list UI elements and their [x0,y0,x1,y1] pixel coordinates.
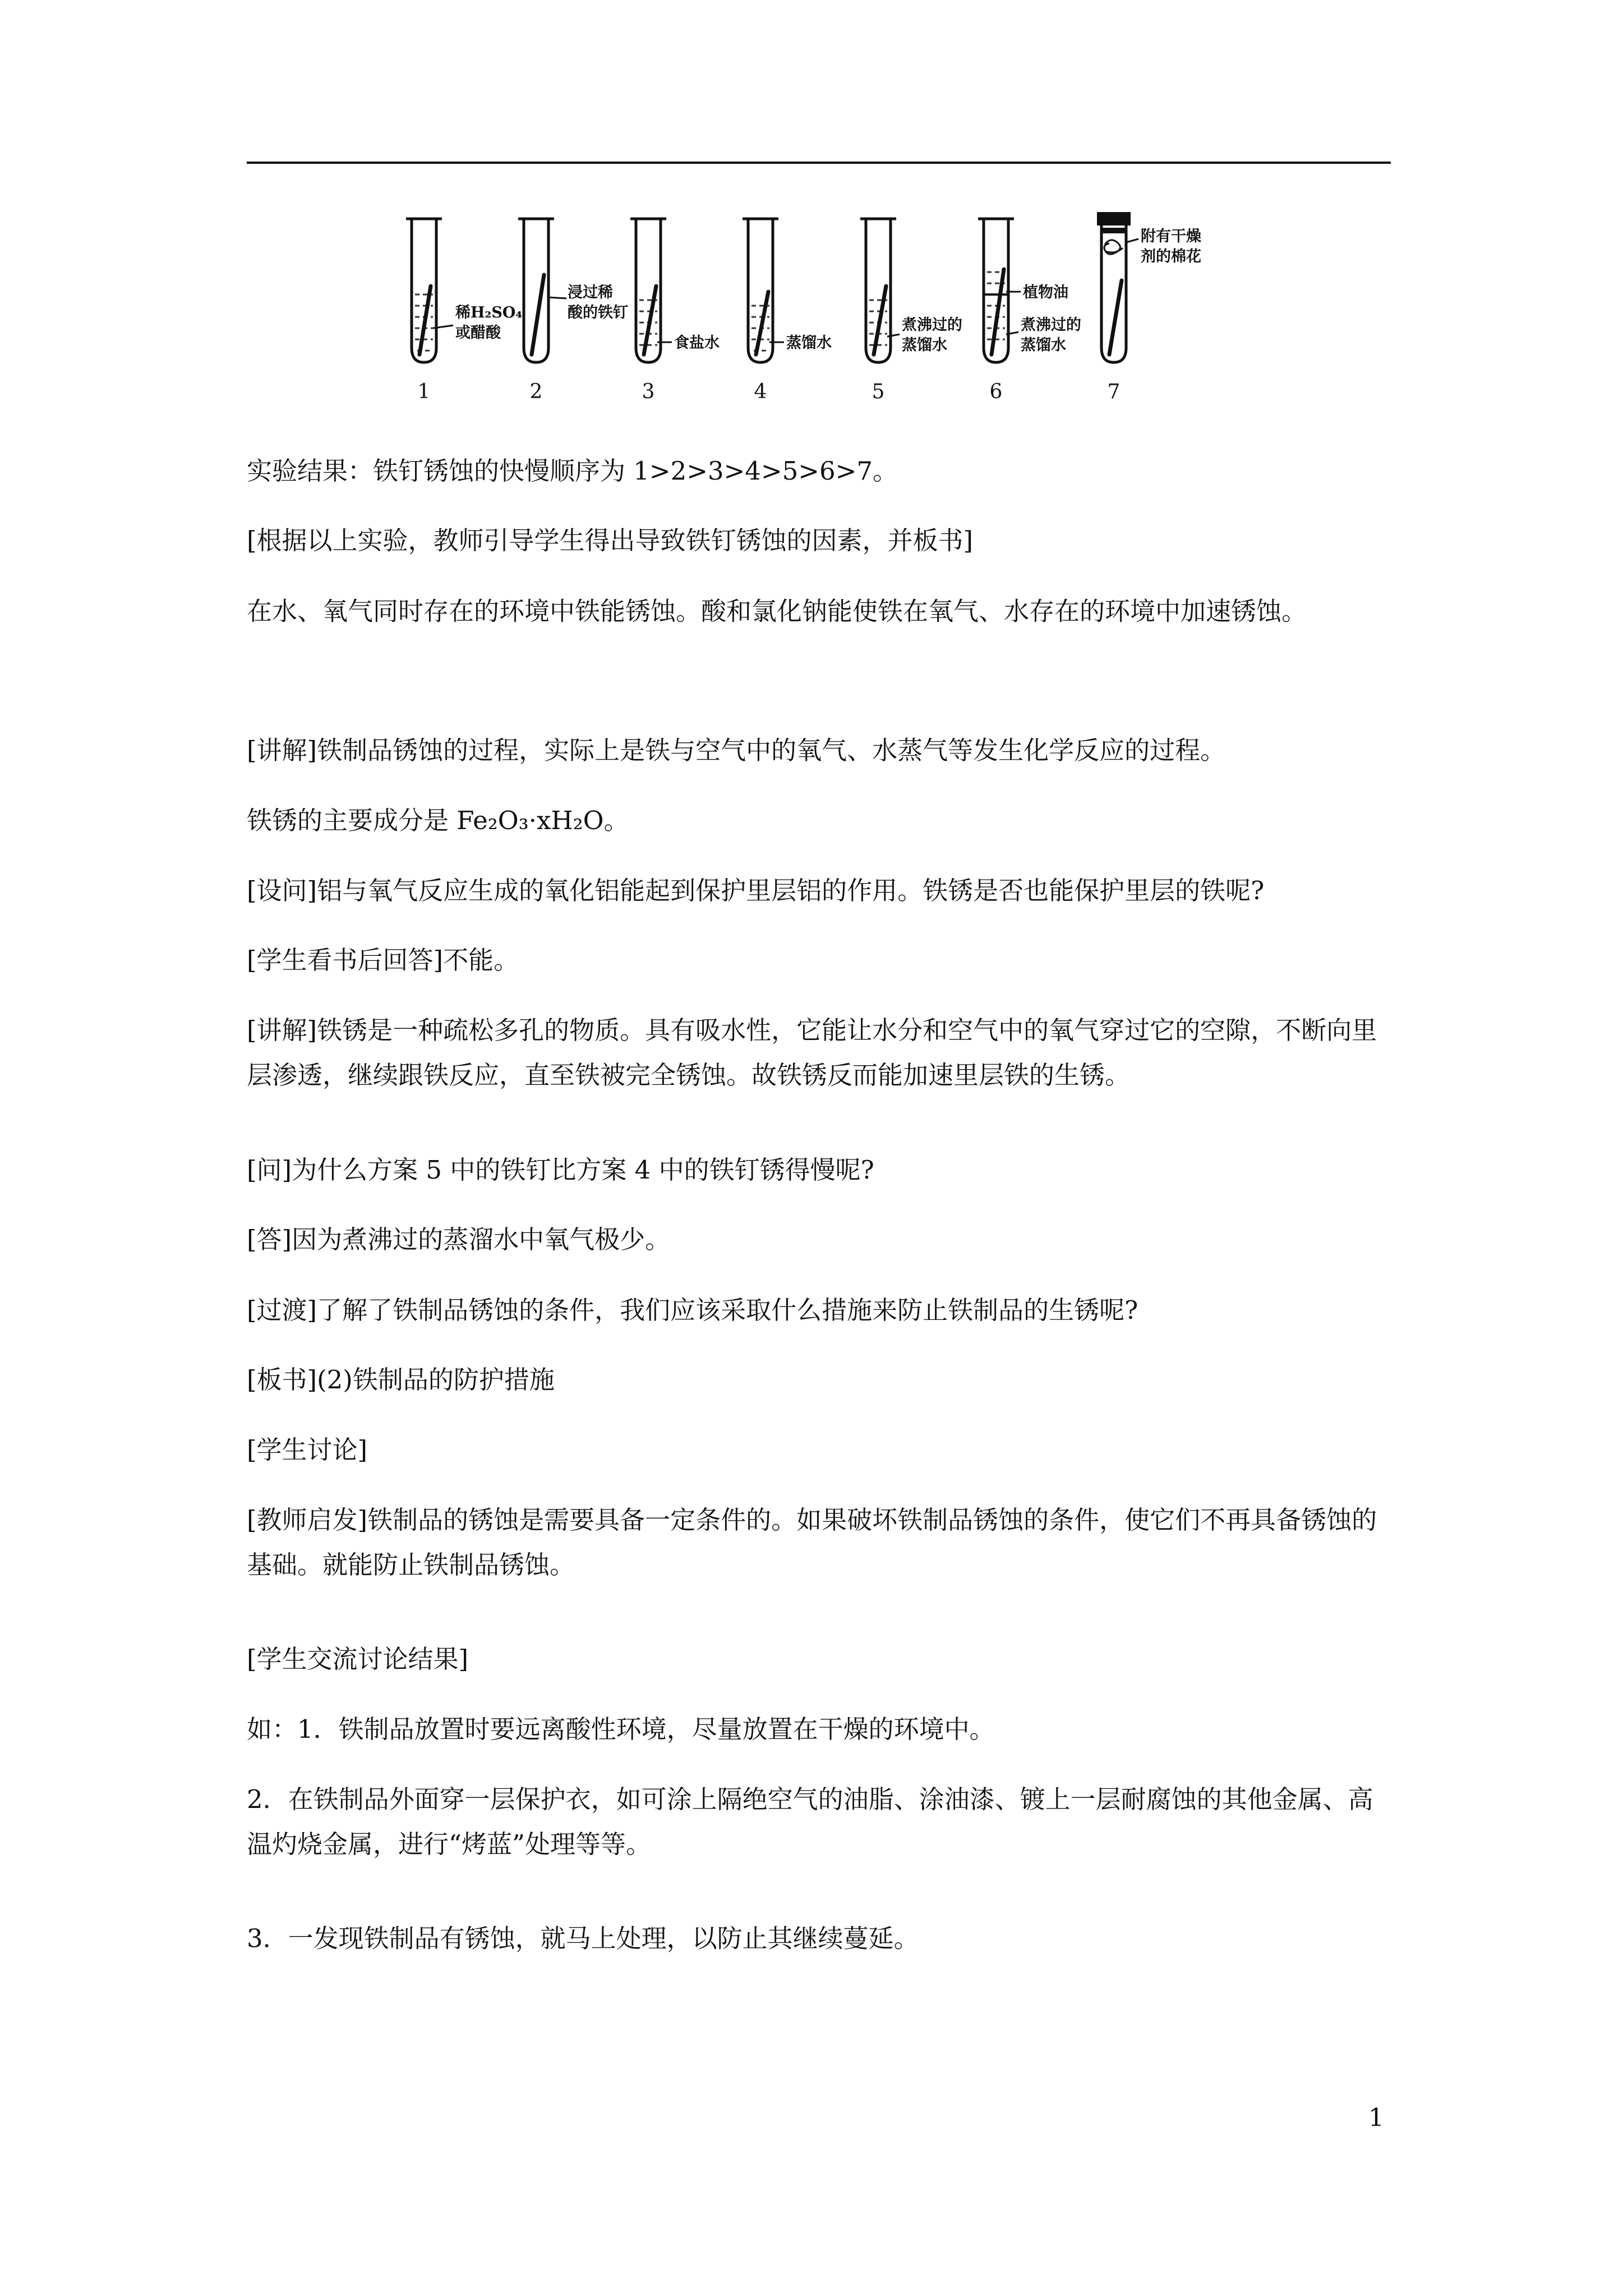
paragraph-rust-conditions: 在水、氧气同时存在的环境中铁能锈蚀。酸和氯化钠能使铁在氧气、水存在的环境中加速锈蚀。 [247,596,1307,626]
tube-number-1: 1 [417,380,431,403]
tube-number-2: 2 [529,380,543,403]
header-rule [247,162,1391,164]
list-item-3: 3．一发现铁制品有锈蚀，就马上处理，以防止其继续蔓延。 [247,1924,919,1953]
label-cotton: 剂的棉花 [1141,248,1201,265]
label-dilute-acid: 稀H₂SO₄ [455,304,523,321]
tube-number-4: 4 [754,380,767,403]
paragraph-explanation-1: [讲解]铁制品锈蚀的过程，实际上是铁与空气中的氧气、水蒸气等发生化学反应的过程。 [247,735,1226,765]
label-distilled-water: 蒸馏水 [786,334,832,352]
tube-number-5: 5 [872,380,885,403]
label-boiled: 煮沸过的 [902,316,962,334]
label-with-desiccant: 附有干燥 [1141,228,1201,245]
page-number: 1 [1368,2104,1384,2132]
paragraph-explanation-2: [讲解]铁锈是一种疏松多孔的物质。具有吸水性，它能让水分和空气中的氧气穿过它的空隙，不断向里层渗透，继续跟铁反应，直至铁被完全锈蚀。故铁锈反而能加速里层铁的生锈。 [247,1015,1377,1090]
paragraph-board-writing: [板书](2)铁制品的防护措施 [247,1365,555,1395]
paragraph-student-discussion: [学生讨论] [247,1435,368,1465]
label-acid-soaked: 浸过稀 [568,284,613,301]
tube-number-3: 3 [642,380,655,403]
paragraph-teacher-inspiration: [教师启发]铁制品的锈蚀是需要具备一定条件的。如果破坏铁制品锈蚀的条件，使它们不再具备锈蚀的基础。就能防止铁制品锈蚀。 [247,1505,1377,1580]
test-tube-experiment-figure [387,208,1201,415]
paragraph-discussion-result: [学生交流讨论结果] [247,1644,469,1674]
label-boiled-distilled-water: 蒸馏水 [902,337,947,354]
paragraph-result: 实验结果：铁钉锈蚀的快慢顺序为 1>2>3>4>5>6>7。 [247,456,898,486]
list-item-1: 如：1．铁制品放置时要远离酸性环境，尽量放置在干燥的环境中。 [247,1714,995,1744]
label-or-vinegar: 或醋酸 [455,324,501,342]
paragraph-transition: [过渡]了解了铁制品锈蚀的条件，我们应该采取什么措施来防止铁制品的生锈呢? [247,1295,1138,1325]
label-boiled-distilled-water-2: 蒸馏水 [1021,337,1066,354]
paragraph-question-2: [问]为什么方案 5 中的铁钉比方案 4 中的铁钉锈得慢呢? [247,1155,874,1185]
label-salt-water: 食盐水 [674,334,720,352]
paragraph-answer: [答]因为煮沸过的蒸溜水中氧气极少。 [247,1225,671,1254]
list-item-2: 2．在铁制品外面穿一层保护衣，如可涂上隔绝空气的油脂、涂油漆、镀上一层耐腐蚀的其他金属、高温灼烧金属，进行“烤蓝”处理等等。 [247,1784,1373,1859]
paragraph-rust-composition: 铁锈的主要成分是 Fe₂O₃·xH₂O。 [247,806,629,835]
paragraph-teacher-guide: [根据以上实验，教师引导学生得出导致铁钉锈蚀的因素，并板书] [247,526,974,555]
paragraph-question-1: [设问]铝与氧气反应生成的氧化铝能起到保护里层铝的作用。铁锈是否也能保护里层的铁呢? [247,876,1265,905]
label-vegetable-oil: 植物油 [1023,284,1068,301]
label-iron-nail: 酸的铁钉 [568,304,628,321]
tube-number-7: 7 [1107,380,1121,403]
paragraph-student-answer: [学生看书后回答]不能。 [247,945,519,975]
tube-number-6: 6 [989,380,1003,403]
label-boiled-2: 煮沸过的 [1021,316,1081,334]
